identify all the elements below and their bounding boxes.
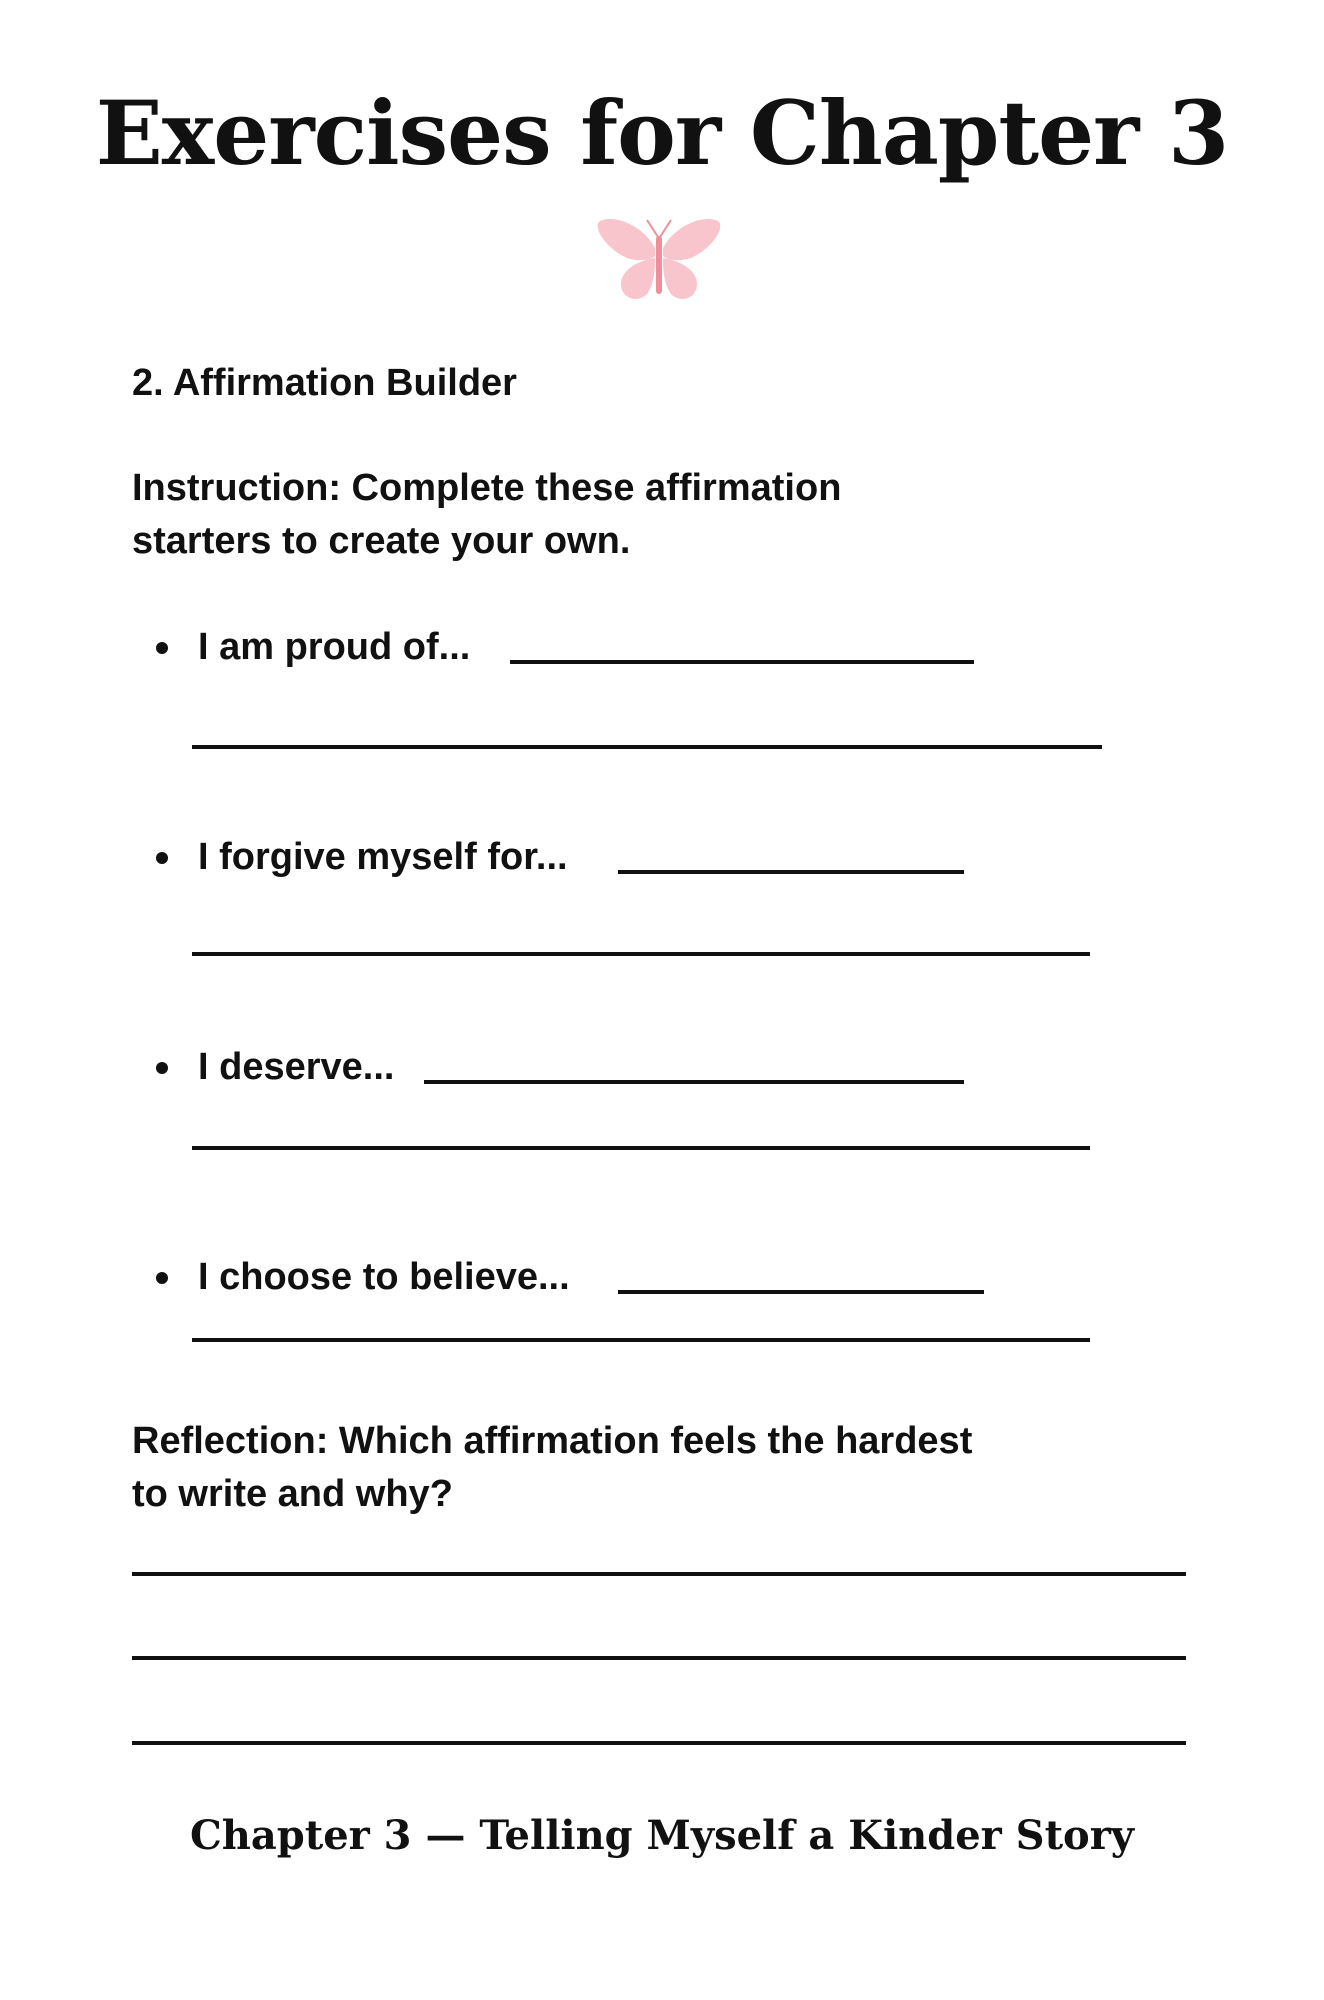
instruction-text <box>132 462 1132 568</box>
affirmation-item <box>156 622 1156 672</box>
answer-line[interactable] <box>192 745 1102 749</box>
reflection-answer-line[interactable] <box>132 1741 1186 1745</box>
footer-caption: Chapter 3 — Telling Myself a Kinder Story <box>189 1812 1135 1859</box>
reflection-question <box>132 1415 1132 1521</box>
instruction-line: Instruction: Complete these affirmation <box>132 467 842 509</box>
instruction-line: starters to create your own. <box>132 520 631 562</box>
section-heading: 2. Affirmation Builder <box>132 362 517 404</box>
reflection-line: to write and why? <box>132 1473 453 1515</box>
butterfly-icon <box>595 212 723 304</box>
affirmation-prompt: I deserve... <box>198 1046 395 1088</box>
answer-line[interactable] <box>510 660 974 664</box>
bullet-icon <box>156 1272 168 1284</box>
affirmation-prompt: I choose to believe... <box>198 1256 570 1298</box>
answer-line[interactable] <box>192 952 1090 956</box>
affirmation-item <box>156 1252 1156 1302</box>
affirmation-item <box>156 1042 1156 1092</box>
answer-line[interactable] <box>618 1290 984 1294</box>
page-title: Exercises for Chapter 3 <box>95 81 1229 185</box>
affirmation-item <box>156 832 1156 882</box>
reflection-answer-line[interactable] <box>132 1572 1186 1576</box>
answer-line[interactable] <box>192 1338 1090 1342</box>
bullet-icon <box>156 852 168 864</box>
bullet-icon <box>156 1062 168 1074</box>
reflection-line: Reflection: Which affirmation feels the hardest <box>132 1420 973 1462</box>
affirmation-prompt: I forgive myself for... <box>198 836 568 878</box>
answer-line[interactable] <box>618 870 964 874</box>
answer-line[interactable] <box>192 1146 1090 1150</box>
reflection-answer-line[interactable] <box>132 1656 1186 1660</box>
affirmation-prompt: I am proud of... <box>198 626 471 668</box>
bullet-icon <box>156 642 168 654</box>
answer-line[interactable] <box>424 1080 964 1084</box>
